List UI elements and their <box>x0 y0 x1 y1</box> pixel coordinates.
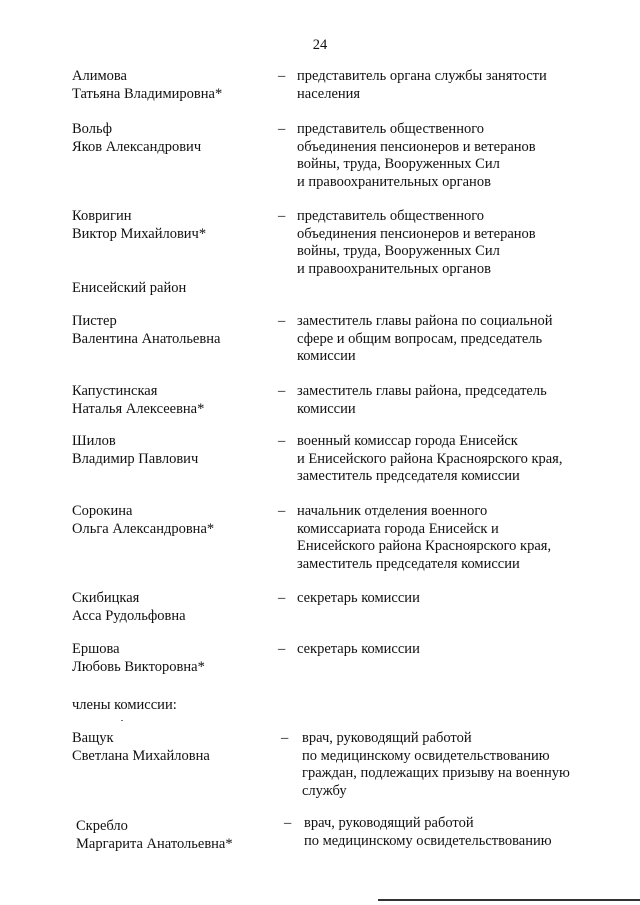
dash-separator: – <box>278 433 286 449</box>
member-surname: Шилов <box>72 433 116 449</box>
member-given-names: Асса Рудольфовна <box>72 607 186 624</box>
member-surname: Ковригин <box>72 208 132 224</box>
role-line: граждан, подлежащих призыву на военную <box>302 765 570 781</box>
dash-separator: – <box>278 383 286 399</box>
member-given-names: Татьяна Владимировна* <box>72 85 223 102</box>
dash-separator: – <box>278 641 286 657</box>
member-given-names: Любовь Викторовна* <box>72 658 205 675</box>
role-line: и правоохранительных органов <box>297 173 491 190</box>
member-role <box>297 383 617 418</box>
member-given-names: Владимир Павлович <box>72 450 199 467</box>
role-line: представитель общественного <box>297 208 485 224</box>
member-given-names: Яков Александрович <box>72 138 202 155</box>
footer-rule <box>378 899 640 901</box>
role-line: и правоохранительных органов <box>297 260 491 277</box>
role-line: комиссии <box>297 400 356 417</box>
members-heading: члены комиссии: <box>72 697 177 713</box>
member-name <box>72 68 272 103</box>
member-surname: Ващук <box>72 730 114 746</box>
dash-separator: – <box>284 815 292 831</box>
role-line: врач, руководящий работой <box>302 730 472 746</box>
member-name <box>72 730 272 765</box>
district-heading: Енисейский район <box>72 280 187 296</box>
member-name <box>72 121 272 156</box>
member-role <box>304 815 624 850</box>
role-line: объединения пенсионеров и ветеранов <box>297 138 536 155</box>
role-line: и Енисейского района Красноярского края, <box>297 450 563 467</box>
role-line: представитель органа службы занятости <box>297 68 547 84</box>
role-line: комиссии <box>297 348 356 364</box>
member-surname: Скибицкая <box>72 590 140 606</box>
role-line: начальник отделения военного <box>297 503 488 519</box>
dash-separator: – <box>278 313 286 329</box>
member-surname: Пистер <box>72 313 117 329</box>
member-given-names: Ольга Александровна* <box>72 520 215 537</box>
member-surname: Ершова <box>72 641 120 657</box>
dash-separator: – <box>278 208 286 224</box>
member-surname: Сорокина <box>72 503 133 519</box>
role-line: заместитель главы района, председатель <box>297 383 547 399</box>
member-role <box>302 730 622 800</box>
role-line: сфере и общим вопросам, председатель <box>297 330 543 347</box>
role-line: военный комиссар города Енисейск <box>297 433 518 449</box>
role-line: населения <box>297 85 361 102</box>
role-line: представитель общественного <box>297 121 485 137</box>
dash-separator: – <box>281 730 289 746</box>
dash-separator: – <box>278 503 286 519</box>
member-name <box>72 313 272 348</box>
member-name <box>72 590 272 625</box>
role-line: по медицинскому освидетельствованию <box>304 832 552 849</box>
role-line: Енисейского района Красноярского края, <box>297 538 552 554</box>
member-role <box>297 590 617 608</box>
role-line: врач, руководящий работой <box>304 815 474 831</box>
member-name <box>72 641 272 676</box>
scan-speck <box>121 720 123 721</box>
role-line: войны, труда, Вооруженных Сил <box>297 243 500 259</box>
member-surname: Капустинская <box>72 383 158 399</box>
member-given-names: Наталья Алексеевна* <box>72 400 205 417</box>
member-role <box>297 641 617 659</box>
member-given-names: Валентина Анатольевна <box>72 330 221 347</box>
dash-separator: – <box>278 68 286 84</box>
member-role <box>297 68 617 103</box>
role-line: комиссариата города Енисейск и <box>297 520 499 537</box>
member-name <box>76 815 276 853</box>
role-line: заместитель главы района по социальной <box>297 313 553 329</box>
member-surname: Скребло <box>76 818 128 834</box>
dash-separator: – <box>278 590 286 606</box>
member-given-names: Маргарита Анатольевна* <box>76 835 233 852</box>
member-role <box>297 208 617 278</box>
role-line: по медицинскому освидетельствованию <box>302 747 550 764</box>
role-line: секретарь комиссии <box>297 641 420 657</box>
member-role <box>297 121 617 191</box>
member-given-names: Виктор Михайлович* <box>72 225 207 242</box>
role-line: секретарь комиссии <box>297 590 420 606</box>
role-line: заместитель председателя комиссии <box>297 555 520 572</box>
member-name <box>72 433 272 468</box>
member-role <box>297 313 617 366</box>
member-role <box>297 503 617 573</box>
role-line: заместитель председателя комиссии <box>297 468 520 484</box>
page-number: 24 <box>312 37 328 53</box>
dash-separator: – <box>278 121 286 137</box>
role-line: службу <box>302 782 347 799</box>
role-line: объединения пенсионеров и ветеранов <box>297 225 536 242</box>
member-name <box>72 503 272 538</box>
member-name <box>72 383 272 418</box>
member-given-names: Светлана Михайловна <box>72 747 210 764</box>
member-role <box>297 433 617 486</box>
role-line: войны, труда, Вооруженных Сил <box>297 156 500 172</box>
member-surname: Алимова <box>72 68 127 84</box>
member-surname: Вольф <box>72 121 112 137</box>
member-name <box>72 208 272 243</box>
